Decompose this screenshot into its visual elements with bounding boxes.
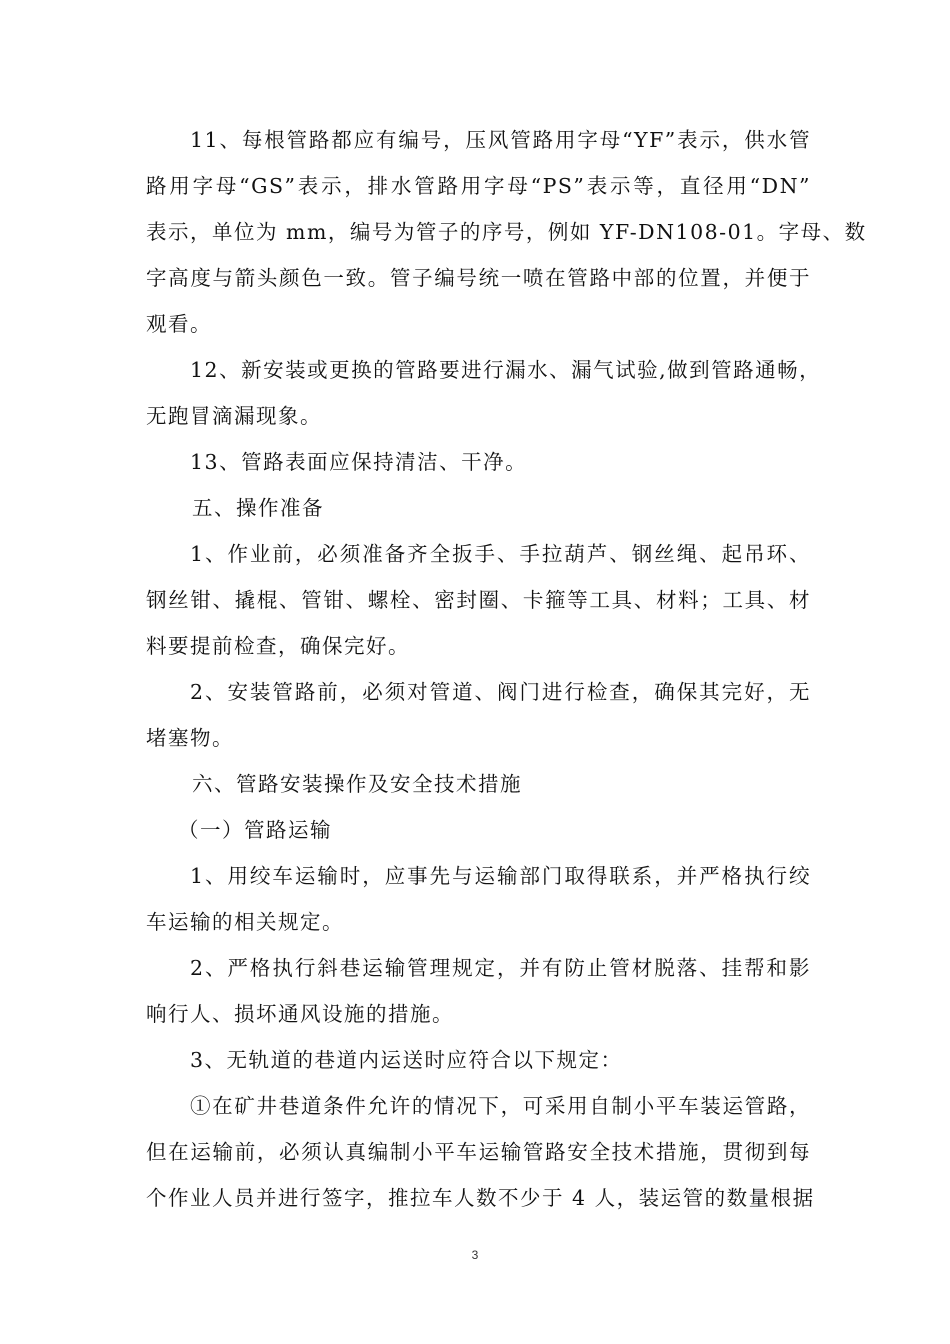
paragraph-11-line-3: 表示，单位为 mm，编号为管子的序号，例如 YF-DN108-01。字母、数: [146, 220, 867, 244]
paragraph-11-line-4: 字高度与箭头颜色一致。管子编号统一喷在管路中部的位置，并便于: [146, 266, 811, 290]
page-number: 3: [471, 1248, 479, 1262]
section-5-item-1-line-1: 1、作业前，必须准备齐全扳手、手拉葫芦、钢丝绳、起吊环、: [190, 542, 811, 566]
section-6-item-2-line-1: 2、严格执行斜巷运输管理规定，并有防止管材脱落、挂帮和影: [190, 956, 811, 980]
section-5-item-2-line-1: 2、安装管路前，必须对管道、阀门进行检查，确保其完好，无: [190, 680, 811, 704]
subsection-1-heading: （一）管路运输: [178, 818, 332, 842]
section-5-item-1-line-2: 钢丝钳、撬棍、管钳、螺栓、密封圈、卡箍等工具、材料；工具、材: [146, 588, 811, 612]
section-6-heading: 六、管路安装操作及安全技术措施: [192, 772, 522, 796]
section-5-item-2-line-2: 堵塞物。: [146, 726, 234, 750]
section-6-item-1-line-2: 车运输的相关规定。: [146, 910, 344, 934]
paragraph-11-line-2: 路用字母“GS”表示，排水管路用字母“PS”表示等，直径用“DN”: [146, 174, 811, 198]
section-6-item-2-line-2: 响行人、损坏通风设施的措施。: [146, 1002, 454, 1026]
paragraph-12-line-2: 无跑冒滴漏现象。: [146, 404, 322, 428]
section-6-item-4-line-2: 但在运输前，必须认真编制小平车运输管路安全技术措施，贯彻到每: [146, 1140, 811, 1164]
paragraph-13-line-1: 13、管路表面应保持清洁、干净。: [190, 450, 528, 474]
section-6-item-4-line-1: ①在矿井巷道条件允许的情况下，可采用自制小平车装运管路，: [190, 1094, 811, 1118]
paragraph-11-line-5: 观看。: [146, 312, 212, 336]
section-5-heading: 五、操作准备: [192, 496, 324, 520]
section-6-item-4-line-3: 个作业人员并进行签字，推拉车人数不少于 4 人，装运管的数量根据: [146, 1186, 815, 1210]
paragraph-11-line-1: 11、每根管路都应有编号，压风管路用字母“YF”表示，供水管: [190, 128, 811, 152]
section-6-item-3-line-1: 3、无轨道的巷道内运送时应符合以下规定：: [190, 1048, 623, 1072]
section-6-item-1-line-1: 1、用绞车运输时，应事先与运输部门取得联系，并严格执行绞: [190, 864, 811, 888]
section-5-item-1-line-3: 料要提前检查，确保完好。: [146, 634, 410, 658]
paragraph-12-line-1: 12、新安装或更换的管路要进行漏水、漏气试验,做到管路通畅，: [190, 358, 822, 382]
